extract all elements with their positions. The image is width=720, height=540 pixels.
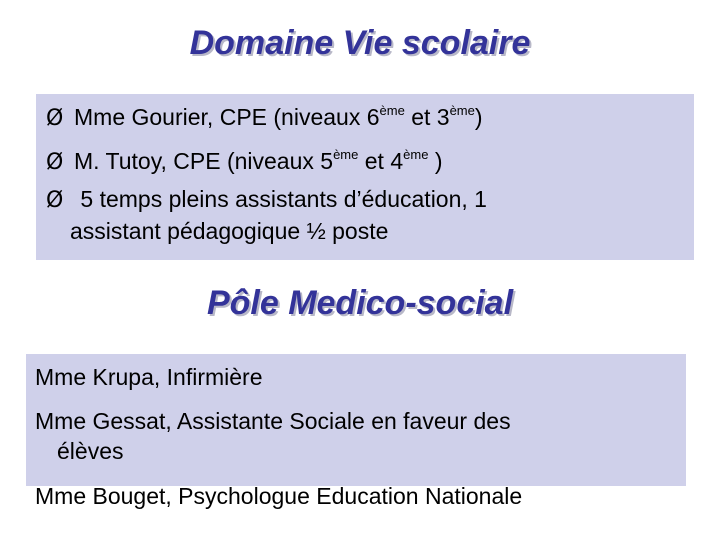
- list-item-gourier: [46, 96, 483, 134]
- item-text: et 4: [358, 148, 404, 174]
- item-text: et 3: [404, 104, 450, 130]
- arrow-bullet-icon: Ø: [46, 188, 64, 213]
- section-title-vie-scolaire: Domaine Vie scolaire: [189, 24, 531, 62]
- item-text: ): [474, 104, 483, 130]
- item-text: 5 temps pleins assistants d’éducation, 1: [74, 186, 487, 212]
- superscript: ème: [403, 147, 429, 162]
- item-text-continuation: élèves: [57, 438, 124, 464]
- item-text-continuation: assistant pédagogique ½ poste: [70, 218, 389, 244]
- item-text: Mme Gessat, Assistante Sociale en faveur des: [35, 408, 511, 434]
- list-item-tutoy: [46, 140, 443, 178]
- list-item-krupa: Mme Krupa, Infirmière: [35, 364, 263, 390]
- superscript: ème: [379, 103, 405, 118]
- section-title-medico-social: Pôle Medico-social: [206, 284, 514, 322]
- item-text: Mme Gourier, CPE (niveaux 6: [74, 104, 380, 130]
- arrow-bullet-icon: Ø: [46, 106, 64, 131]
- superscript: ème: [449, 103, 475, 118]
- list-item-assistants: [46, 184, 686, 246]
- vie-scolaire-panel: [36, 94, 694, 260]
- list-item-gessat: [35, 406, 511, 466]
- arrow-bullet-icon: Ø: [46, 150, 64, 175]
- item-text: M. Tutoy, CPE (niveaux 5: [74, 148, 334, 174]
- superscript: ème: [333, 147, 359, 162]
- list-item-bouget: Mme Bouget, Psychologue Education Nationale: [35, 483, 523, 509]
- item-text: ): [428, 148, 443, 174]
